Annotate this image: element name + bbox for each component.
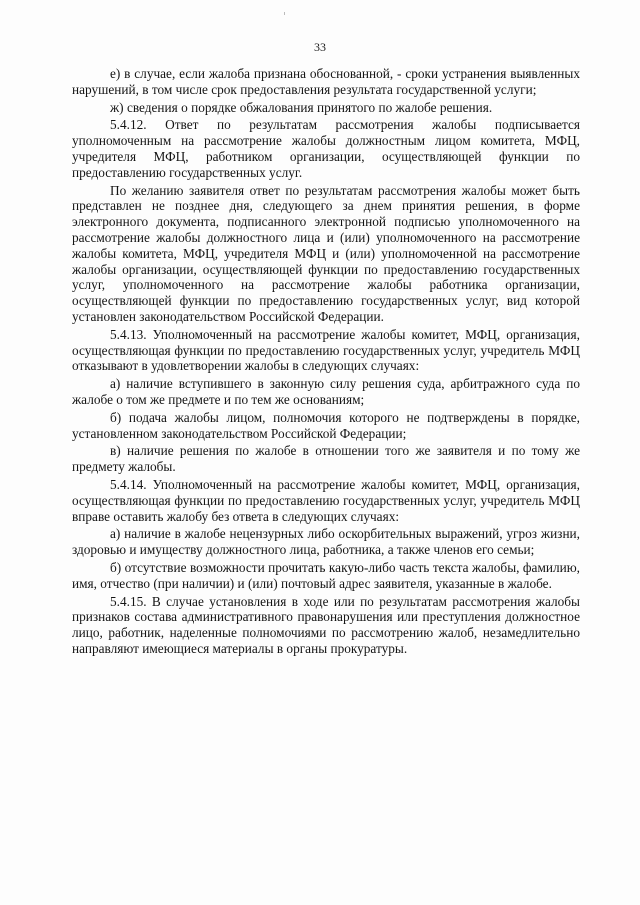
paragraph-5-4-15: 5.4.15. В случае установления в ходе или по результатам рассмотрения жалобы признаков состава административного правонарушения или преступления должностное лицо, работник, наделенные полномочиями по рассмотрению жалоб, незамедлительно направляют имеющиеся материалы в органы прокуратуры. bbox=[72, 593, 580, 656]
paragraph-item-e: е) в случае, если жалоба признана обоснованной, - сроки устранения выявленных нарушений, в том числе срок предоставления результата государственной услуги; bbox=[72, 66, 580, 97]
paragraph-electronic-answer: По желанию заявителя ответ по результатам рассмотрения жалобы может быть представлен не позднее дня, следующего за днем принятия решения, в форме электронного документа, подписанного электронной подписью уполномоченного на рассмотрение жалобы должностного лица и (или) уполномоченного на рассмотрение жалобы комитета, МФЦ, учредителя МФЦ и (или) уполномоченной на рассмотрение жалобы организации, осуществляющей функции по предоставлению государственных услуг, уполномоченного на рассмотрение жалобы работника организации, осуществляющей функции по предоставлению государственных услуг, вид которой установлен законодательством Российской Федерации. bbox=[72, 182, 580, 324]
paragraph-item-b-no-answer: б) отсутствие возможности прочитать какую-либо часть текста жалобы, фамилию, имя, отчество (при наличии) и (или) почтовый адрес заявителя, указанные в жалобе. bbox=[72, 559, 580, 591]
document-body bbox=[72, 66, 580, 659]
paragraph-item-zh: ж) сведения о порядке обжалования принятого по жалобе решения. bbox=[110, 99, 493, 115]
paragraph-5-4-13: 5.4.13. Уполномоченный на рассмотрение жалобы комитет, МФЦ, организация, осуществляющая функции по предоставлению государственных услуг, учредитель МФЦ отказывают в удовлетворении жалобы в следующих случаях: bbox=[72, 326, 580, 374]
paragraph-item-a-no-answer: а) наличие в жалобе нецензурных либо оскорбительных выражений, угроз жизни, здоровью и имуществу должностного лица, работника, а также членов его семьи; bbox=[72, 526, 580, 558]
paragraph-5-4-12: 5.4.12. Ответ по результатам рассмотрения жалобы подписывается уполномоченным на рассмотрение жалобы должностным лицом комитета, МФЦ, учредителя МФЦ, работником организации, осуществляющей функции по предоставлению государственных услуг. bbox=[72, 117, 580, 180]
paragraph-item-v-refusal: в) наличие решения по жалобе в отношении того же заявителя и по тому же предмету жалобы. bbox=[72, 443, 580, 475]
scan-mark bbox=[284, 12, 285, 15]
page-number: 33 bbox=[314, 40, 326, 54]
paragraph-item-b-refusal: б) подача жалобы лицом, полномочия которого не подтверждены в порядке, установленном законодательством Российской Федерации; bbox=[72, 409, 580, 441]
paragraph-item-a-refusal: а) наличие вступившего в законную силу решения суда, арбитражного суда по жалобе о том же предмете и по тем же основаниям; bbox=[72, 376, 580, 407]
paragraph-5-4-14: 5.4.14. Уполномоченный на рассмотрение жалобы комитет, МФЦ, организация, осуществляющая функции по предоставлению государственных услуг, учредитель МФЦ вправе оставить жалобу без ответа в следующих случаях: bbox=[72, 476, 580, 524]
